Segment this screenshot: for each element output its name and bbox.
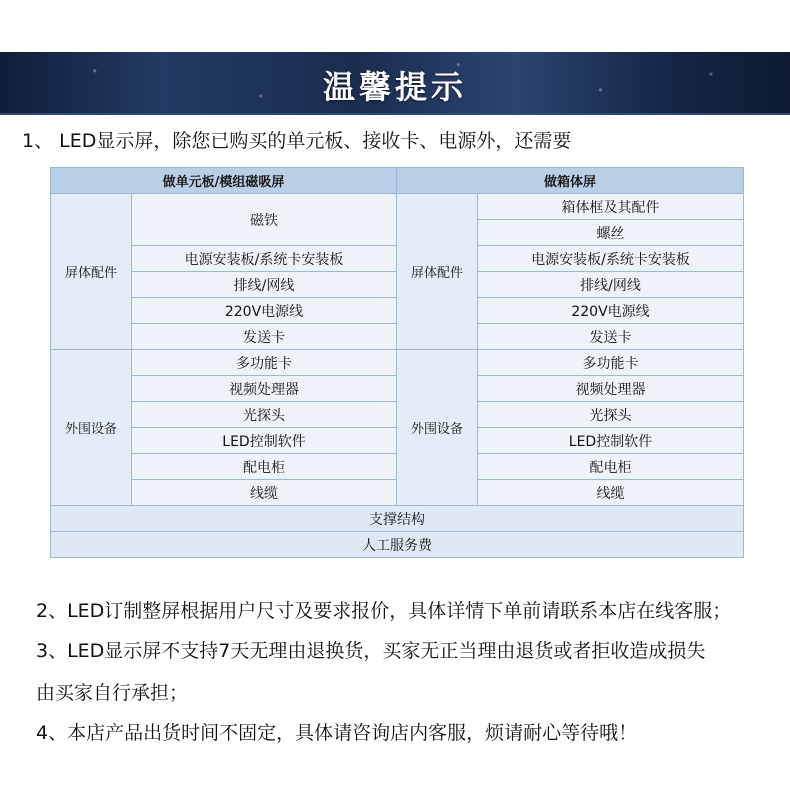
note-2: 2、LED订制整屏根据用户尺寸及要求报价，具体详情下单前请联系本店在线客服； [36,600,732,622]
right-item: 220V电源线 [478,298,744,324]
right-item: LED控制软件 [478,428,744,454]
note-4: 4、本店产品出货时间不固定，具体请咨询店内客服，烦请耐心等待哦！ [36,722,638,744]
support-row: 支撑结构 [51,506,744,532]
left-item: 线缆 [132,480,397,506]
right-item: 电源安装板/系统卡安装板 [478,246,744,272]
left-item: 电源安装板/系统卡安装板 [132,246,397,272]
right-item: 配电柜 [478,454,744,480]
banner-title: 温馨提示 [322,68,467,106]
service-row: 人工服务费 [51,532,744,558]
right-item: 视频处理器 [478,376,744,402]
left-header: 做单元板/模组磁吸屏 [51,168,397,194]
accessory-table [50,167,744,558]
left-item: 220V电源线 [132,298,397,324]
left-item: 多功能卡 [132,350,397,376]
left-item: 光探头 [132,402,397,428]
right-item: 箱体框及其配件 [478,194,744,220]
note-3-cont: 由买家自行承担； [36,682,189,704]
left-item: 排线/网线 [132,272,397,298]
left-group-screen: 屏体配件 [51,194,132,350]
left-item: 视频处理器 [132,376,397,402]
right-header: 做箱体屏 [397,168,744,194]
note-3: 3、LED显示屏不支持7天无理由退换货，买家无正当理由退货或者拒收造成损失 [36,640,706,662]
right-group-periph: 外围设备 [397,350,478,506]
right-item: 发送卡 [478,324,744,350]
header-banner [0,52,790,115]
right-item: 排线/网线 [478,272,744,298]
right-item: 光探头 [478,402,744,428]
right-item: 多功能卡 [478,350,744,376]
left-group-periph: 外围设备 [51,350,132,506]
right-item: 螺丝 [478,220,744,246]
right-item: 线缆 [478,480,744,506]
left-item: 发送卡 [132,324,397,350]
left-item: 磁铁 [132,194,397,246]
note-1: 1、 LED显示屏，除您已购买的单元板、接收卡、电源外，还需要 [22,130,572,152]
left-item: 配电柜 [132,454,397,480]
left-item: LED控制软件 [132,428,397,454]
right-group-screen: 屏体配件 [397,194,478,350]
